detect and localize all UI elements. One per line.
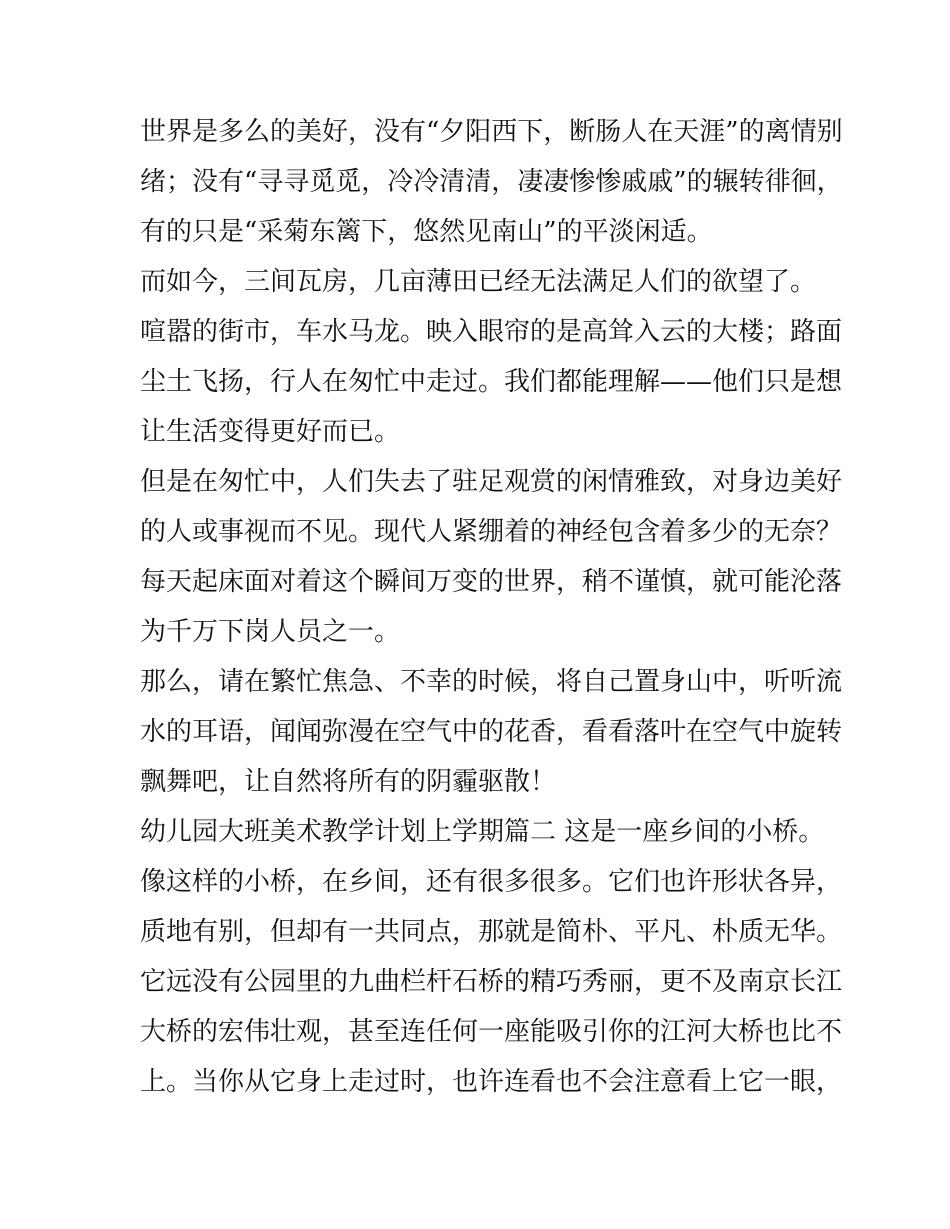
text-line: 像这样的小桥，在乡间，还有很多很多。它们也许形状各异，	[140, 867, 843, 897]
text-line: 它远没有公园里的九曲栏杆石桥的精巧秀丽，更不及南京长江	[140, 967, 843, 997]
text-line: 质地有别，但却有一共同点，那就是简朴、平凡、朴质无华。	[140, 917, 843, 947]
document-body	[140, 112, 843, 1112]
text-line: 上。当你从它身上走过时，也许连看也不会注意看上它一眼，	[140, 1067, 843, 1097]
text-line: 大桥的宏伟壮观，甚至连任何一座能吸引你的江河大桥也比不	[140, 1017, 843, 1047]
text-line: 每天起床面对着这个瞬间万变的世界，稍不谨慎，就可能沦落	[140, 567, 843, 597]
text-line: 而如今，三间瓦房，几亩薄田已经无法满足人们的欲望了。	[140, 267, 817, 297]
text-line: 那么，请在繁忙焦急、不幸的时候，将自己置身山中，听听流	[140, 667, 843, 697]
text-line: 的人或事视而不见。现代人紧绷着的神经包含着多少的无奈？	[140, 517, 843, 547]
text-line: 幼儿园大班美术教学计划上学期篇二 这是一座乡间的小桥。	[140, 817, 825, 847]
text-line: 为千万下岗人员之一。	[140, 617, 401, 647]
text-line: 水的耳语，闻闻弥漫在空气中的花香，看看落叶在空气中旋转	[140, 717, 843, 747]
text-line: 飘舞吧，让自然将所有的阴霾驱散！	[140, 767, 557, 797]
text-line: 但是在匆忙中，人们失去了驻足观赏的闲情雅致，对身边美好	[140, 467, 843, 497]
text-line: 让生活变得更好而已。	[140, 417, 401, 447]
text-line: 喧嚣的街市，车水马龙。映入眼帘的是高耸入云的大楼；路面	[140, 317, 843, 347]
text-line: 有的只是“采菊东篱下，悠然见南山”的平淡闲适。	[140, 217, 713, 247]
text-line: 绪；没有“寻寻觅觅，冷冷清清，凄凄惨惨戚戚”的辗转徘徊，	[140, 167, 843, 197]
text-line: 尘土飞扬，行人在匆忙中走过。我们都能理解——他们只是想	[140, 367, 843, 397]
text-line: 世界是多么的美好，没有“夕阳西下，断肠人在天涯”的离情别	[140, 117, 843, 147]
